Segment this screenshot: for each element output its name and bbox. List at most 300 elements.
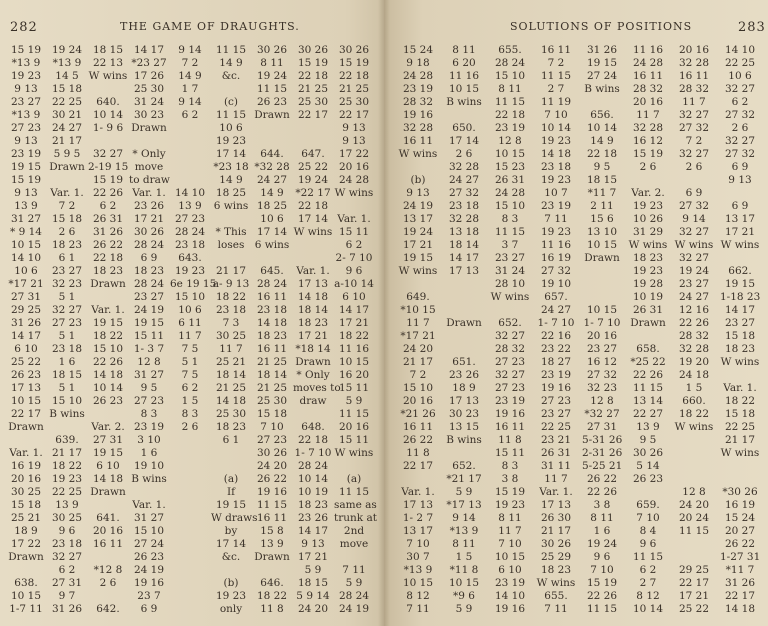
move-cell: 22 17 <box>10 408 42 420</box>
move-cell: 19 23 <box>540 174 572 186</box>
move-cell: 9 5 <box>639 434 657 446</box>
move-cell: 21 17 <box>724 434 756 446</box>
move-cell: 25 30 <box>133 83 165 95</box>
move-cell: 24 19 <box>402 200 434 212</box>
move-cell: 23 19 <box>10 148 42 160</box>
move-cell: 30 26 <box>338 44 370 56</box>
move-cell <box>170 551 210 564</box>
move-cell: 17 21 <box>297 551 329 563</box>
move-cell: 13 10 <box>586 226 618 238</box>
move-cell: 13 9 <box>178 200 202 212</box>
move-cell: 2- 7 10 <box>335 252 373 264</box>
move-cell: 21 17 <box>402 356 434 368</box>
move-cell: 20 24 <box>678 512 710 524</box>
moves-column <box>720 44 760 616</box>
move-cell: 17 13 <box>297 278 329 290</box>
move-cell: W wins <box>398 148 438 160</box>
move-cell: 20 27 <box>724 525 756 537</box>
move-cell: 22 16 <box>540 330 572 342</box>
move-cell <box>211 213 251 226</box>
move-cell: Drawn <box>8 421 44 433</box>
move-cell: 17 21 <box>133 213 165 225</box>
move-cell: 14 9 <box>219 57 243 69</box>
move-cell: 11 7 <box>406 317 430 329</box>
move-cell: 31 29 <box>632 226 664 238</box>
move-cell: Drawn <box>8 551 44 563</box>
move-cell: 1- 3 7 <box>133 343 165 355</box>
move-cell: B wins <box>584 83 620 95</box>
move-cell <box>88 590 128 603</box>
move-cell: Drawn <box>584 252 620 264</box>
move-cell: 15 19 <box>10 174 42 186</box>
move-cell: 1-7 11 <box>9 603 43 615</box>
move-cell <box>170 525 210 538</box>
move-cell: 10 15 <box>448 577 480 589</box>
move-cell: 12 8 <box>498 135 522 147</box>
move-cell <box>720 187 760 200</box>
move-cell: 10 19 <box>632 291 664 303</box>
moves-column <box>334 44 377 616</box>
move-cell: 15 24 <box>402 44 434 56</box>
move-cell: 10 15 <box>586 304 618 316</box>
move-cell: Drawn <box>90 486 126 498</box>
move-cell: 15 19 <box>92 174 124 186</box>
move-cell: W wins <box>720 356 760 368</box>
move-cell: 1- 2 7 <box>402 512 434 524</box>
move-cell: 15 18 <box>724 408 756 420</box>
move-cell: 26 30 <box>540 512 572 524</box>
move-cell: *22 17 <box>295 187 331 199</box>
move-cell: 22 17 <box>338 109 370 121</box>
move-cell: 5 9 <box>455 486 473 498</box>
move-cell <box>252 252 292 265</box>
move-cell: 14 18 <box>215 395 247 407</box>
move-cell: 27 23 <box>10 122 42 134</box>
move-cell: 11 15 <box>256 499 288 511</box>
move-cell: 13 14 <box>632 395 664 407</box>
move-cell <box>170 603 210 616</box>
move-cell: 24 27 <box>540 304 572 316</box>
move-cell: 19 24 <box>402 226 434 238</box>
move-cell: 26 22 <box>724 538 756 550</box>
move-cell: 8 3 <box>501 460 519 472</box>
move-cell: 15 18 <box>724 330 756 342</box>
move-cell: 16 19 <box>10 460 42 472</box>
move-cell: W wins <box>628 239 668 251</box>
move-cell <box>6 434 46 447</box>
move-cell: 660. <box>682 395 706 407</box>
move-cell <box>211 564 251 577</box>
move-cell: 10 15 <box>338 356 370 368</box>
move-cell: 17 21 <box>402 239 434 251</box>
move-cell: 31 11 <box>540 460 572 472</box>
move-cell: 11 15 <box>338 486 370 498</box>
move-cell: Var. 1. <box>132 187 166 199</box>
move-cell: 16 11 <box>256 512 288 524</box>
move-cell <box>252 122 292 135</box>
move-cell: 20 16 <box>402 395 434 407</box>
move-cell: 18 23 <box>133 265 165 277</box>
move-cell: 23 19 <box>540 200 572 212</box>
move-cell: 17 14 <box>256 226 288 238</box>
move-cell: 13 17 <box>402 525 434 537</box>
move-cell: * 9 14 <box>10 226 42 238</box>
move-cell: 32 27 <box>678 252 710 264</box>
move-cell: 24 20 <box>678 499 710 511</box>
move-cell: 32 28 <box>402 122 434 134</box>
move-cell: 28 24 <box>297 460 329 472</box>
move-cell: 19 24 <box>256 70 288 82</box>
move-cell: 16 12 <box>586 356 618 368</box>
move-cell: 15 19 <box>494 486 526 498</box>
move-cell: 20 16 <box>92 525 124 537</box>
move-cell: 24 28 <box>338 174 370 186</box>
move-cell: 9 5 <box>140 382 158 394</box>
move-cell: 8 4 <box>639 525 657 537</box>
move-cell: 31 24 <box>494 265 526 277</box>
move-cell: 18 14 <box>215 369 247 381</box>
move-cell: Var. 1. <box>337 213 371 225</box>
move-cell: 23 18 <box>174 239 206 251</box>
move-cell: 27 23 <box>494 382 526 394</box>
move-cell: 7 10 <box>590 564 614 576</box>
move-cell <box>720 473 760 486</box>
move-cell: 5 9 <box>345 395 363 407</box>
move-cell: 10 6 <box>728 70 752 82</box>
move-cell: 21 17 <box>51 447 83 459</box>
move-cell: 24 18 <box>678 369 710 381</box>
move-cell: 29 25 <box>678 564 710 576</box>
move-cell: 28 32 <box>402 96 434 108</box>
move-cell: 22 25 <box>51 96 83 108</box>
move-cell: 19 16 <box>494 408 526 420</box>
move-cell: 11 15 <box>338 408 370 420</box>
moves-column <box>88 44 128 616</box>
move-cell: 19 24 <box>297 174 329 186</box>
move-cell: Drawn <box>254 109 290 121</box>
move-cell: 17 14 <box>297 213 329 225</box>
move-cell: 22 17 <box>678 577 710 589</box>
move-cell: 7 10 <box>406 538 430 550</box>
move-cell: 15 11 <box>338 382 370 394</box>
move-cell: 32 27 <box>494 369 526 381</box>
move-cell: 18 14 <box>256 369 288 381</box>
move-cell: 21 17 <box>540 525 572 537</box>
move-cell: 26 22 <box>586 473 618 485</box>
move-cell: 19 15 <box>724 278 756 290</box>
move-cell <box>628 330 668 343</box>
move-cell: W wins <box>334 447 374 459</box>
move-cell: 27 31 <box>586 421 618 433</box>
move-cell: 26 31 <box>540 447 572 459</box>
move-cell: *11 8 <box>449 564 479 576</box>
move-cell <box>170 447 210 460</box>
move-cell: 17 21 <box>724 226 756 238</box>
move-cell: 19 15 <box>92 317 124 329</box>
move-cell: 7 5 <box>181 369 199 381</box>
moves-column <box>674 44 714 616</box>
move-cell <box>88 499 128 512</box>
move-cell: 9 13 <box>728 174 752 186</box>
move-cell: 14 9 <box>219 174 243 186</box>
move-cell: W wins <box>334 187 374 199</box>
move-cell: 14 9 <box>590 135 614 147</box>
move-cell: 12 16 <box>678 304 710 316</box>
move-cell: * This <box>215 226 247 238</box>
move-cell <box>88 408 128 421</box>
move-cell: 18 9 <box>14 525 38 537</box>
move-cell: (c) <box>223 96 239 108</box>
move-cell: 25 30 <box>256 395 288 407</box>
move-cell: 8 11 <box>452 44 476 56</box>
move-cell: 6 2 <box>181 109 199 121</box>
move-cell: 24 19 <box>133 304 165 316</box>
move-cell: 28 24 <box>133 239 165 251</box>
move-cell: 32 28 <box>678 343 710 355</box>
move-cell: 14 10 <box>724 44 756 56</box>
move-cell: to draw <box>129 174 170 186</box>
move-cell: 13 9 <box>55 499 79 511</box>
move-cell: 19 16 <box>494 603 526 615</box>
move-cell: *12 8 <box>93 564 123 576</box>
move-cell: 1 5 <box>181 395 199 407</box>
move-cell: 6 10 <box>14 343 38 355</box>
moves-column <box>536 44 576 616</box>
move-cell: 10 14 <box>540 122 572 134</box>
move-cell: 19 24 <box>586 538 618 550</box>
move-cell: 17 14 <box>215 148 247 160</box>
move-cell: 6 2 <box>639 564 657 576</box>
move-cell <box>674 174 714 187</box>
move-cell: 20 16 <box>632 96 664 108</box>
move-cell: 19 16 <box>402 109 434 121</box>
move-cell: 28 32 <box>632 83 664 95</box>
move-cell <box>88 135 128 148</box>
move-cell: 23 27 <box>10 96 42 108</box>
move-cell: 9 14 <box>178 44 202 56</box>
move-cell <box>293 122 333 135</box>
move-cell: 5-31 26 <box>582 434 623 446</box>
move-cell: 23 18 <box>51 538 83 550</box>
move-cell: 11 19 <box>540 96 572 108</box>
move-cell: 26 22 <box>256 473 288 485</box>
move-cell: 9 6 <box>593 551 611 563</box>
move-cell: Drawn <box>295 356 331 368</box>
move-cell: 18 23 <box>297 499 329 511</box>
move-cell: 6e 19 15 <box>170 278 217 290</box>
move-cell <box>582 265 622 278</box>
move-cell: 19 23 <box>540 226 572 238</box>
move-cell: 639. <box>55 434 79 446</box>
move-cell: *17 21 <box>8 278 44 290</box>
move-cell: 15 18 <box>51 83 83 95</box>
move-cell: 8 12 <box>406 590 430 602</box>
move-cell: 15 19 <box>297 57 329 69</box>
move-cell: W wins <box>720 239 760 251</box>
move-cell <box>582 96 622 109</box>
move-cell: 23 18 <box>51 343 83 355</box>
move-cell: *23 27 <box>131 57 167 69</box>
move-cell <box>334 200 374 213</box>
move-cell: 7 2 <box>58 200 76 212</box>
move-cell: 11 15 <box>494 96 526 108</box>
move-cell: same as <box>334 499 377 511</box>
move-cell: 2nd <box>343 525 365 537</box>
move-cell: *32 28 <box>254 161 290 173</box>
move-cell: Var. 1. <box>723 382 757 394</box>
move-cell: B wins <box>446 434 482 446</box>
move-cell: *13 9 <box>11 57 41 69</box>
move-cell: 648. <box>301 421 325 433</box>
move-cell: 21 25 <box>215 382 247 394</box>
move-cell: 28 10 <box>494 278 526 290</box>
move-cell: 649. <box>406 291 430 303</box>
move-cell: 7 11 <box>342 564 366 576</box>
move-cell: 15 10 <box>133 525 165 537</box>
move-cell: 9 14 <box>452 512 476 524</box>
move-cell: 15 11 <box>338 434 370 446</box>
move-cell: 10 6 <box>14 265 38 277</box>
move-cell: 24 27 <box>448 174 480 186</box>
move-cell: 3 8 <box>593 499 611 511</box>
right-page-title: SOLUTIONS OF POSITIONS <box>510 20 693 33</box>
move-cell: 15 18 <box>256 408 288 420</box>
move-cell: 22 26 <box>678 317 710 329</box>
move-cell: 19 16 <box>540 382 572 394</box>
move-cell: 26 23 <box>92 395 124 407</box>
move-cell: 17 13 <box>402 499 434 511</box>
move-cell <box>293 135 333 148</box>
move-cell: 25 22 <box>297 161 329 173</box>
move-cell: 16 20 <box>338 369 370 381</box>
move-cell: 10 14 <box>92 382 124 394</box>
move-cell: 24 20 <box>297 603 329 615</box>
move-cell: 6 9 <box>731 200 749 212</box>
move-cell: 25 21 <box>10 512 42 524</box>
moves-column <box>490 44 530 616</box>
move-cell: 27 32 <box>724 109 756 121</box>
move-cell: *13 9 <box>449 525 479 537</box>
move-cell: 650. <box>452 122 476 134</box>
move-cell: 17 13 <box>448 265 480 277</box>
move-cell: 7 11 <box>544 213 568 225</box>
move-cell: 21 25 <box>256 356 288 368</box>
move-cell: 9 13 <box>14 187 38 199</box>
move-cell: 5 9 <box>345 577 363 589</box>
move-cell: 9 6 <box>345 265 363 277</box>
move-cell: 12 8 <box>682 486 706 498</box>
move-cell: 11 7 <box>219 343 243 355</box>
move-cell: 2 6 <box>639 161 657 173</box>
move-cell <box>674 538 714 551</box>
move-cell: 24 19 <box>133 564 165 576</box>
move-cell: 22 18 <box>338 70 370 82</box>
move-cell <box>293 252 333 265</box>
moves-column <box>170 44 217 616</box>
move-cell: 30 26 <box>256 44 288 56</box>
move-cell: 7 10 <box>498 538 522 550</box>
move-cell: 15 19 <box>632 148 664 160</box>
move-cell: 10 6 <box>219 122 243 134</box>
move-cell: 10 19 <box>297 486 329 498</box>
move-cell: * Only <box>296 369 330 381</box>
move-cell: 644. <box>260 148 284 160</box>
move-cell: a- 9 13 <box>212 278 250 290</box>
move-cell: 1 6 <box>593 525 611 537</box>
move-cell <box>334 551 374 564</box>
move-cell: 28 24 <box>174 226 206 238</box>
move-cell: 1 5 <box>685 382 703 394</box>
move-cell: W wins <box>720 447 760 459</box>
move-cell: 23 18 <box>215 304 247 316</box>
move-cell: 10 14 <box>92 109 124 121</box>
move-cell: 11 7 <box>636 109 660 121</box>
move-cell: 15 6 <box>590 213 614 225</box>
move-cell: 17 13 <box>540 499 572 511</box>
move-cell: *9 6 <box>453 590 475 602</box>
move-cell: 14 10 <box>494 590 526 602</box>
move-cell: 1 6 <box>140 447 158 459</box>
move-cell: 18 14 <box>448 239 480 251</box>
move-cell: 15 11 <box>133 330 165 342</box>
move-cell: Drawn <box>131 122 167 134</box>
move-cell: 32 28 <box>632 122 664 134</box>
move-cell: *11 7 <box>587 187 617 199</box>
move-cell: 3 10 <box>137 434 161 446</box>
move-cell: 14 18 <box>297 291 329 303</box>
move-cell: *17 13 <box>446 499 482 511</box>
move-cell: 7 10 <box>636 512 660 524</box>
move-cell: 11 15 <box>678 525 710 537</box>
move-cell: 31 27 <box>133 369 165 381</box>
move-cell: 30 23 <box>133 109 165 121</box>
move-cell: 11 15 <box>256 83 288 95</box>
move-cell: 28 24 <box>256 278 288 290</box>
move-cell: 22 17 <box>402 460 434 472</box>
move-cell: 17 13 <box>448 395 480 407</box>
move-cell: *18 14 <box>295 343 331 355</box>
move-cell: 28 24 <box>494 57 526 69</box>
move-cell: Var. 1. <box>296 265 330 277</box>
move-cell <box>444 343 484 356</box>
move-cell: 16 11 <box>494 421 526 433</box>
move-cell: 23 27 <box>51 265 83 277</box>
move-cell: 647. <box>301 148 325 160</box>
move-cell: 31 26 <box>10 317 42 329</box>
move-cell: If <box>226 486 236 498</box>
move-cell: 32 27 <box>678 226 710 238</box>
move-cell: moves to <box>293 382 341 394</box>
move-cell: 6 9 <box>140 603 158 615</box>
move-cell: 10 15 <box>10 239 42 251</box>
move-cell: 23 7 <box>137 590 161 602</box>
move-cell <box>170 460 210 473</box>
move-cell: 2 6 <box>685 161 703 173</box>
move-cell: 27 23 <box>174 213 206 225</box>
move-cell: 7 10 <box>260 421 284 433</box>
move-cell: 22 17 <box>724 590 756 602</box>
move-cell: 6 2 <box>345 239 363 251</box>
move-cell: 18 9 <box>452 382 476 394</box>
move-cell <box>170 577 210 590</box>
move-cell: 1-18 23 <box>720 291 761 303</box>
move-cell: 22 25 <box>724 57 756 69</box>
move-cell: *13 9 <box>52 57 82 69</box>
move-cell: 6 2 <box>58 564 76 576</box>
move-cell: a-10 14 <box>334 278 374 290</box>
right-page-number: 283 <box>738 20 766 35</box>
move-cell: 18 25 <box>215 187 247 199</box>
